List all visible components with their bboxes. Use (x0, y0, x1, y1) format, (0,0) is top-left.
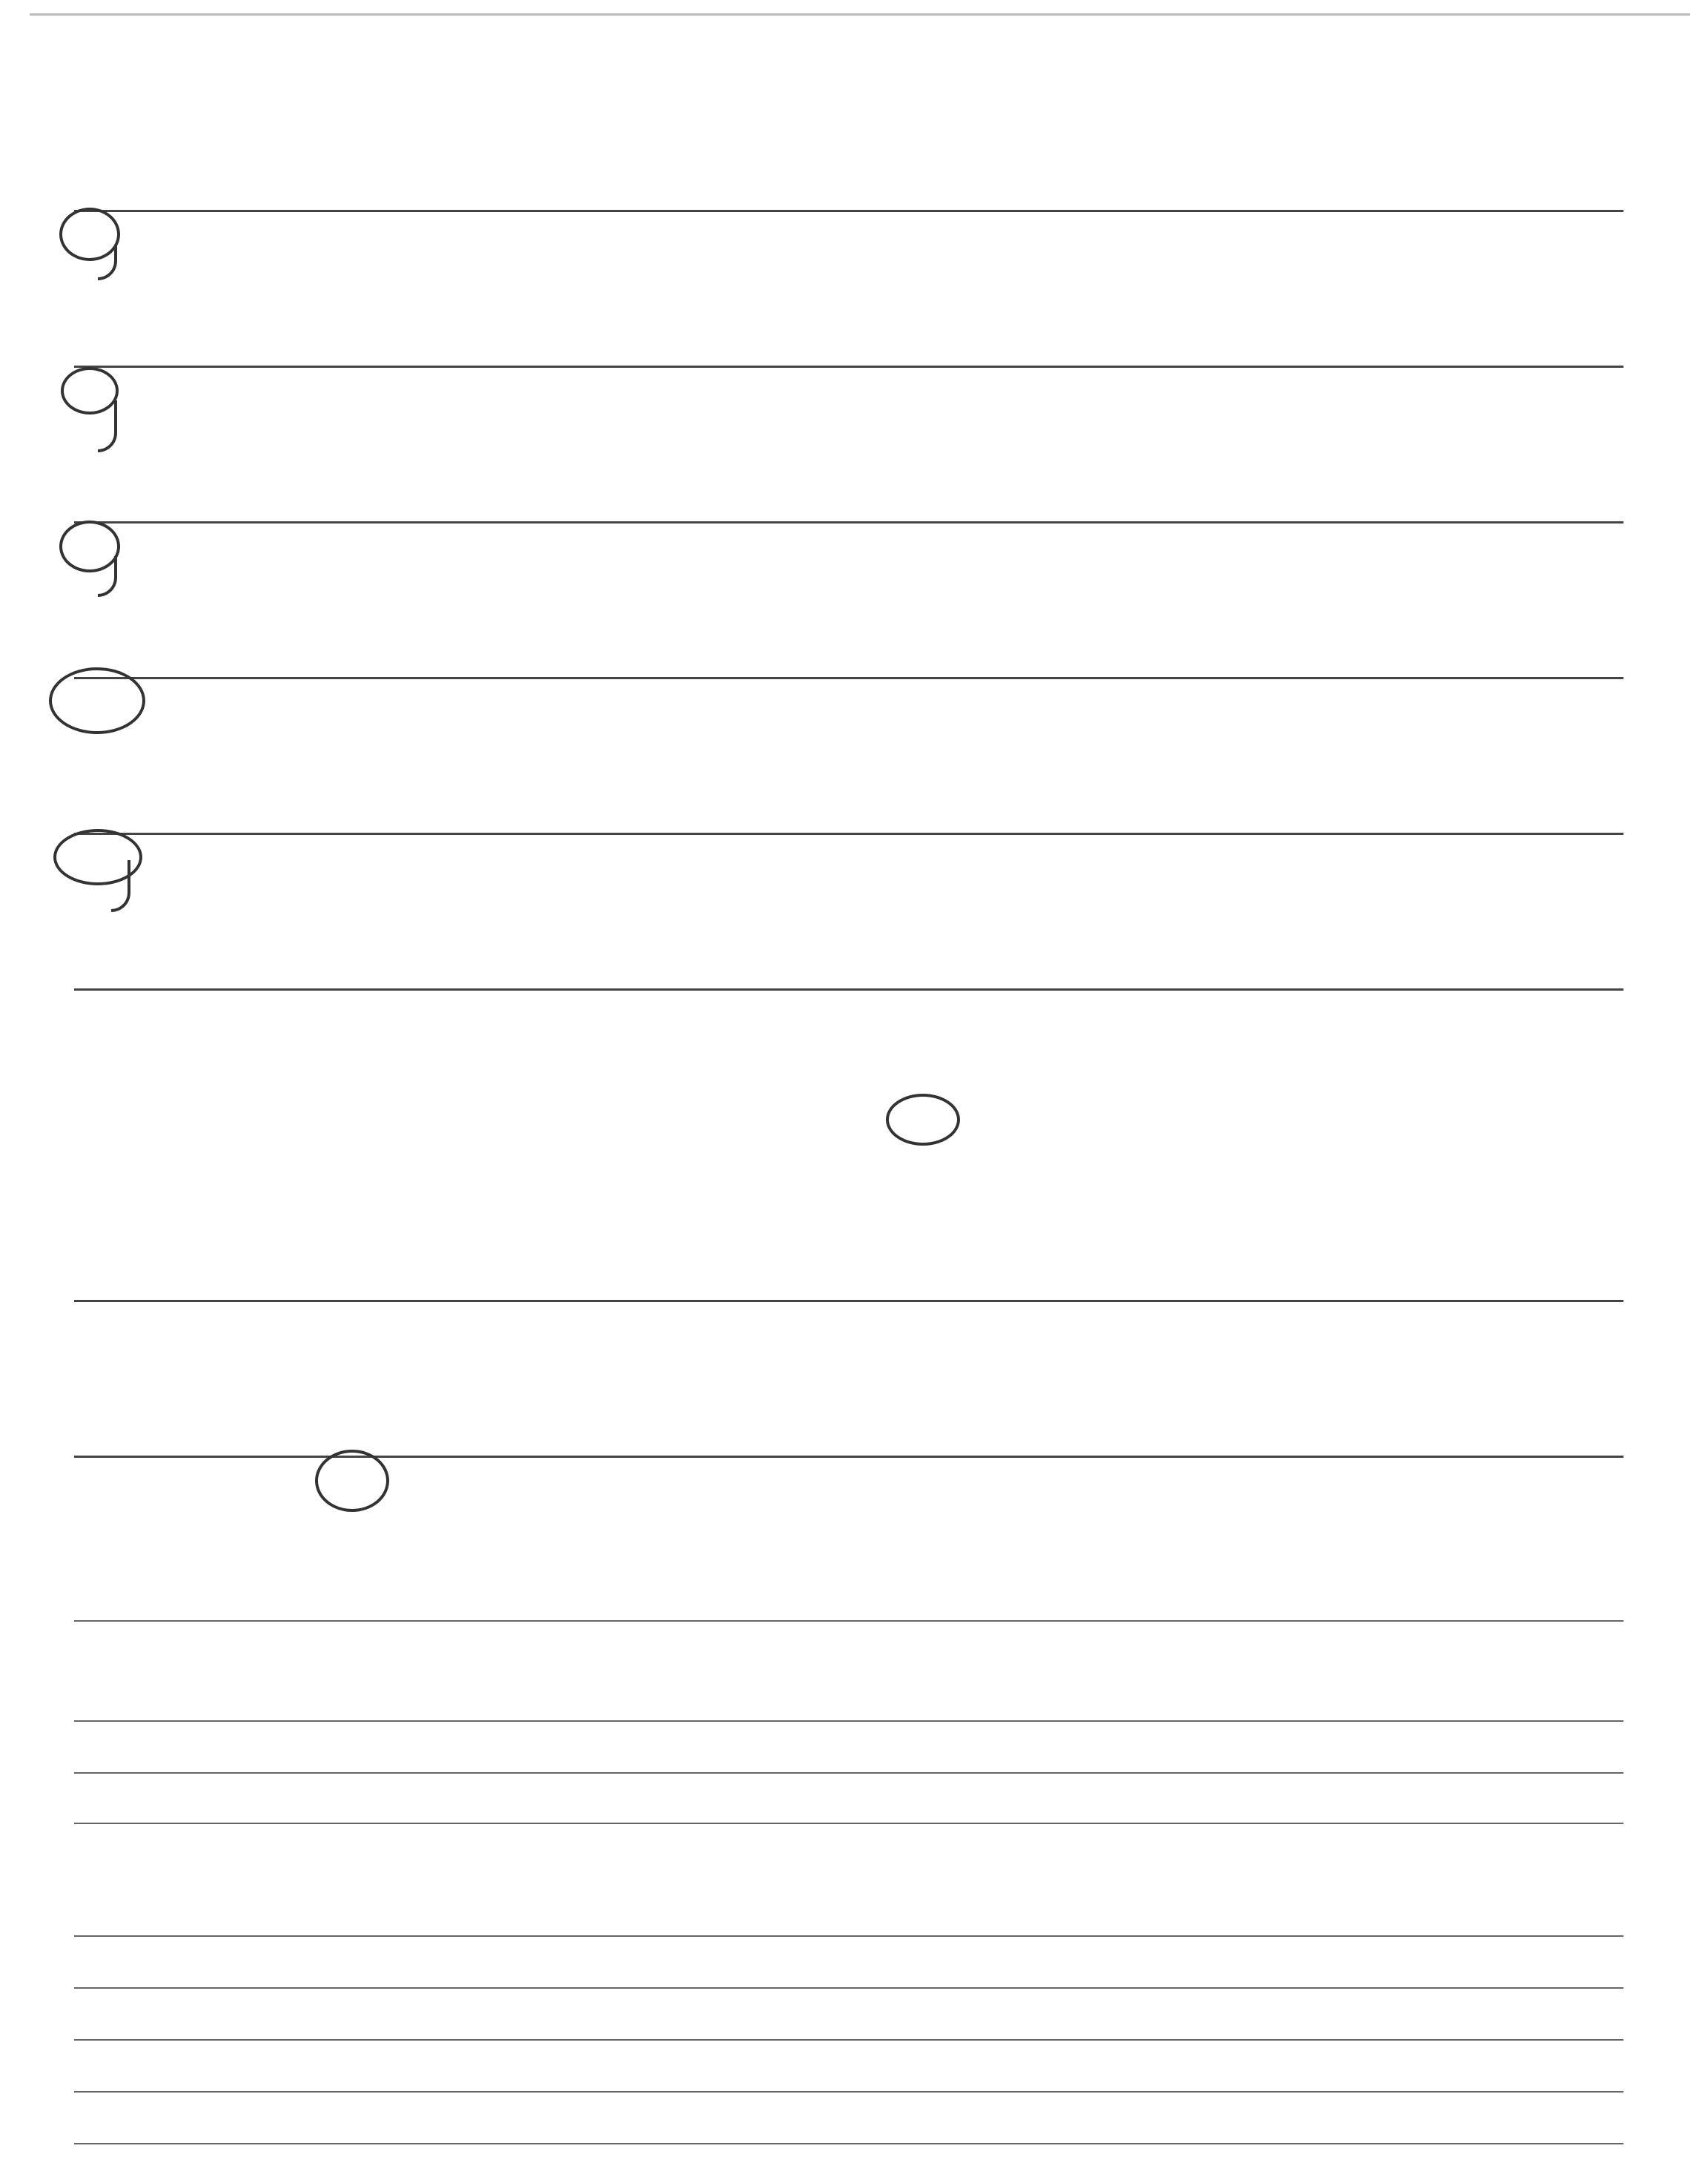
q9-line-4 (74, 1823, 1623, 1824)
scan-edge-line (30, 13, 1690, 16)
q2-selection-tail (98, 400, 117, 452)
q10-line-1 (74, 1935, 1623, 1937)
question-5-rule (74, 833, 1623, 835)
question-8-rule (74, 1456, 1623, 1458)
q9-line-2 (74, 1720, 1623, 1722)
q10-line-2 (74, 1987, 1623, 1989)
question-3-rule (74, 521, 1623, 524)
question-4-rule (74, 677, 1623, 679)
q9-line-1 (74, 1620, 1623, 1622)
q4-selection-circle (49, 667, 145, 734)
question-6-rule (74, 988, 1623, 991)
question-7-rule (74, 1300, 1623, 1302)
question-1-rule (74, 210, 1623, 212)
q9-line-3 (74, 1772, 1623, 1774)
q10-line-3 (74, 2039, 1623, 2041)
q8-selection-circle (315, 1450, 389, 1512)
q3-selection-tail (98, 556, 117, 597)
q1-selection-tail (98, 245, 117, 280)
q10-line-4 (74, 2091, 1623, 2093)
q10-line-5 (74, 2143, 1623, 2144)
question-2-rule (74, 366, 1623, 368)
q5-selection-tail (111, 860, 130, 912)
q6-selection-circle (886, 1094, 960, 1146)
